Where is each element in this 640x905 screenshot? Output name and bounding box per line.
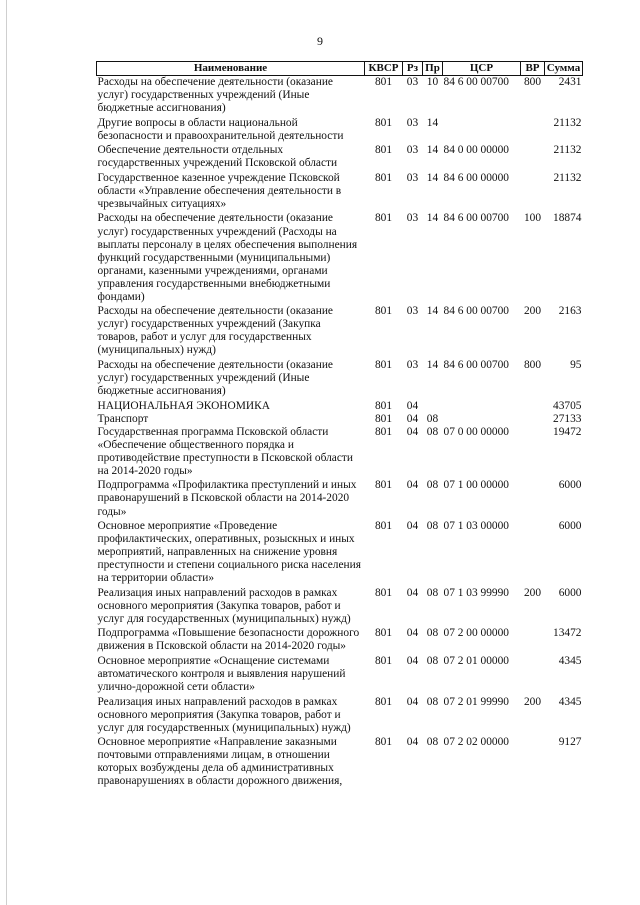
row-pr: 14: [426, 171, 439, 184]
row-pr: 08: [426, 695, 439, 708]
row-name: Государственное казенное учреждение Псковской области «Управление обеспечения деятельности в чрезвычайных ситуациях»: [97, 171, 342, 210]
table-row: [97, 305, 583, 359]
row-name: Подпрограмма «Профилактика преступлений и иных правонарушений в Псковской области на 2014-2020 годы»: [97, 479, 357, 518]
row-rz: 03: [406, 305, 419, 318]
row-rz: 03: [406, 76, 419, 88]
row-sum: 2431: [558, 76, 582, 88]
table-row: [97, 627, 583, 655]
row-vr: [521, 627, 545, 655]
row-sum: 21132: [553, 116, 582, 129]
table-row: [97, 359, 583, 400]
table-row: [97, 400, 583, 413]
header-kvsr: КВСР: [365, 62, 403, 76]
header-vr: ВР: [521, 62, 545, 76]
table-row: [97, 76, 583, 117]
row-csr: [443, 400, 521, 413]
row-pr: 14: [426, 116, 439, 129]
table-row: [97, 520, 583, 587]
row-csr: 84 6 00 00700: [443, 212, 509, 225]
row-vr: [521, 426, 545, 480]
row-csr: 84 6 00 00700: [443, 358, 509, 371]
scan-edge-line: [6, 0, 7, 905]
row-vr: 200: [523, 586, 542, 599]
header-rz: Рз: [403, 62, 423, 76]
row-pr: 08: [426, 627, 439, 640]
row-rz: 04: [406, 399, 419, 412]
row-csr: 07 0 00 00000: [443, 425, 509, 438]
row-kvsr: 801: [374, 305, 393, 318]
table-row: [97, 736, 583, 790]
row-name: Основное мероприятие «Проведение профилактических, оперативных, розыскных и иных мероприятий, направленных на снижение уровня преступности и степени социального риска населения на территории области»: [97, 520, 361, 585]
header-pr: Пр: [423, 62, 443, 76]
row-rz: 04: [406, 412, 419, 425]
row-sum: 2163: [558, 305, 582, 318]
row-sum: 13472: [553, 627, 582, 640]
row-kvsr: 801: [374, 736, 393, 749]
row-pr: 14: [426, 212, 439, 225]
row-sum: 19472: [553, 425, 582, 438]
row-rz: 03: [406, 116, 419, 129]
row-csr: [443, 413, 521, 426]
row-rz: 04: [406, 695, 419, 708]
row-pr: [423, 400, 443, 413]
row-kvsr: 801: [374, 655, 393, 668]
row-name: Реализация иных направлений расходов в рамках основного мероприятия (Закупка товаров, работ и услуг для государственных (муниципальных) нужд): [97, 695, 351, 734]
row-kvsr: 801: [374, 76, 393, 88]
row-pr: 14: [426, 358, 439, 371]
row-name: Расходы на обеспечение деятельности (оказание услуг) государственных учреждений (Иные бюджетные ассигнования): [97, 76, 333, 115]
row-kvsr: 801: [374, 586, 393, 599]
row-kvsr: 801: [374, 695, 393, 708]
row-kvsr: 801: [374, 171, 393, 184]
header-csr: ЦСР: [443, 62, 521, 76]
row-kvsr: 801: [374, 425, 393, 438]
row-name: Государственная программа Псковской области «Обеспечение общественного порядка и противодействие преступности в Псковской области на 2014-2020 годы»: [97, 425, 353, 477]
row-rz: 04: [406, 425, 419, 438]
header-sum: Сумма: [545, 62, 583, 76]
table-row: [97, 117, 583, 145]
row-sum: 6000: [558, 586, 582, 599]
table-row: [97, 479, 583, 520]
row-csr: 07 2 00 00000: [443, 627, 509, 640]
row-sum: 4345: [558, 695, 582, 708]
row-vr: [521, 479, 545, 520]
row-vr: 200: [523, 305, 542, 318]
row-csr: 07 1 03 00000: [443, 520, 509, 533]
row-sum: 21132: [553, 171, 582, 184]
row-vr: [521, 172, 545, 213]
row-kvsr: 801: [374, 399, 393, 412]
row-rz: 04: [406, 479, 419, 492]
row-vr: [521, 144, 545, 172]
row-csr: 07 2 01 00000: [443, 655, 509, 668]
table-row: [97, 212, 583, 305]
row-pr: 08: [426, 655, 439, 668]
table-row: [97, 413, 583, 426]
row-pr: 08: [426, 586, 439, 599]
row-kvsr: 801: [374, 627, 393, 640]
row-csr: 07 2 01 99990: [443, 695, 509, 708]
row-vr: 800: [523, 76, 542, 88]
table-header-row: [97, 62, 583, 76]
table-row: [97, 144, 583, 172]
row-name: Основное мероприятие «Направление заказными почтовыми отправлениями лицам, в отношении которых возбуждены дела об административных правонарушениях в области дорожного движения,: [97, 736, 343, 788]
row-name: Расходы на обеспечение деятельности (оказание услуг) государственных учреждений (Закупка товаров, работ и услуг для государственных (муниципальных) нужд): [97, 305, 333, 357]
row-name: Основное мероприятие «Оснащение системами автоматического контроля и выявления нарушений улично-дорожной сети области»: [97, 655, 346, 694]
row-pr: 08: [426, 520, 439, 533]
row-vr: [521, 117, 545, 145]
table-row: [97, 696, 583, 737]
row-kvsr: 801: [374, 479, 393, 492]
row-pr: 14: [426, 305, 439, 318]
budget-table: [96, 61, 583, 790]
row-name: Другие вопросы в области национальной безопасности и правоохранительной деятельности: [97, 116, 344, 142]
table-row: [97, 655, 583, 696]
row-csr: 07 1 00 00000: [443, 479, 509, 492]
row-name: НАЦИОНАЛЬНАЯ ЭКОНОМИКА: [97, 399, 270, 412]
row-rz: 04: [406, 655, 419, 668]
row-name: Реализация иных направлений расходов в рамках основного мероприятия (Закупка товаров, работ и услуг для государственных (муниципальных) нужд): [97, 586, 351, 625]
row-kvsr: 801: [374, 358, 393, 371]
row-sum: 27133: [553, 412, 582, 425]
row-csr: 84 0 00 00000: [443, 144, 509, 157]
row-pr: 14: [426, 144, 439, 157]
row-name: Расходы на обеспечение деятельности (оказание услуг) государственных учреждений (Иные бюджетные ассигнования): [97, 358, 333, 398]
table-row: [97, 426, 583, 480]
table-row: [97, 172, 583, 213]
row-kvsr: 801: [374, 412, 393, 425]
row-rz: 04: [406, 627, 419, 640]
row-csr: 84 6 00 00700: [443, 76, 509, 88]
row-vr: [521, 655, 545, 696]
row-pr: 10: [426, 76, 439, 88]
row-sum: 6000: [558, 479, 582, 492]
header-name: Наименование: [97, 62, 365, 76]
row-csr: 84 6 00 00000: [443, 171, 509, 184]
table-row: [97, 587, 583, 628]
row-pr: 08: [426, 425, 439, 438]
row-sum: 9127: [558, 736, 582, 749]
row-vr: [521, 400, 545, 413]
row-rz: 04: [406, 736, 419, 749]
row-rz: 04: [406, 520, 419, 533]
row-kvsr: 801: [374, 116, 393, 129]
row-kvsr: 801: [374, 144, 393, 157]
row-name: Расходы на обеспечение деятельности (оказание услуг) государственных учреждений (Расходы на выплаты персоналу в целях обеспечения выполнения функций государственными (муниципальными) органами, казенными учреждениями, органами управления государственными внебюджетными фондами): [97, 212, 358, 303]
row-vr: [521, 736, 545, 790]
row-name: Подпрограмма «Повышение безопасности дорожного движения в Псковской области на 2014-2020 годы»: [97, 627, 360, 653]
row-rz: 03: [406, 358, 419, 371]
row-pr: 08: [426, 479, 439, 492]
row-vr: 100: [523, 212, 542, 225]
row-name: Обеспечение деятельности отдельных государственных учреждений Псковской области: [97, 144, 338, 170]
row-kvsr: 801: [374, 520, 393, 533]
row-vr: 800: [523, 358, 542, 371]
row-kvsr: 801: [374, 212, 393, 225]
row-sum: 4345: [558, 655, 582, 668]
row-sum: 18874: [553, 212, 582, 225]
row-vr: [521, 520, 545, 587]
row-csr: 84 6 00 00700: [443, 305, 509, 318]
row-pr: 08: [426, 736, 439, 749]
row-csr: [443, 117, 521, 145]
row-sum: 95: [570, 358, 582, 371]
row-vr: 200: [523, 695, 542, 708]
page-number: 9: [317, 34, 323, 48]
row-sum: 43705: [553, 399, 582, 412]
row-csr: 07 1 03 99990: [443, 586, 509, 599]
row-csr: 07 2 02 00000: [443, 736, 509, 749]
row-rz: 03: [406, 212, 419, 225]
row-rz: 03: [406, 144, 419, 157]
row-pr: 08: [426, 412, 439, 425]
row-vr: [521, 413, 545, 426]
row-rz: 04: [406, 586, 419, 599]
row-name: Транспорт: [97, 412, 149, 425]
row-rz: 03: [406, 171, 419, 184]
row-sum: 21132: [553, 144, 582, 157]
row-sum: 6000: [558, 520, 582, 533]
